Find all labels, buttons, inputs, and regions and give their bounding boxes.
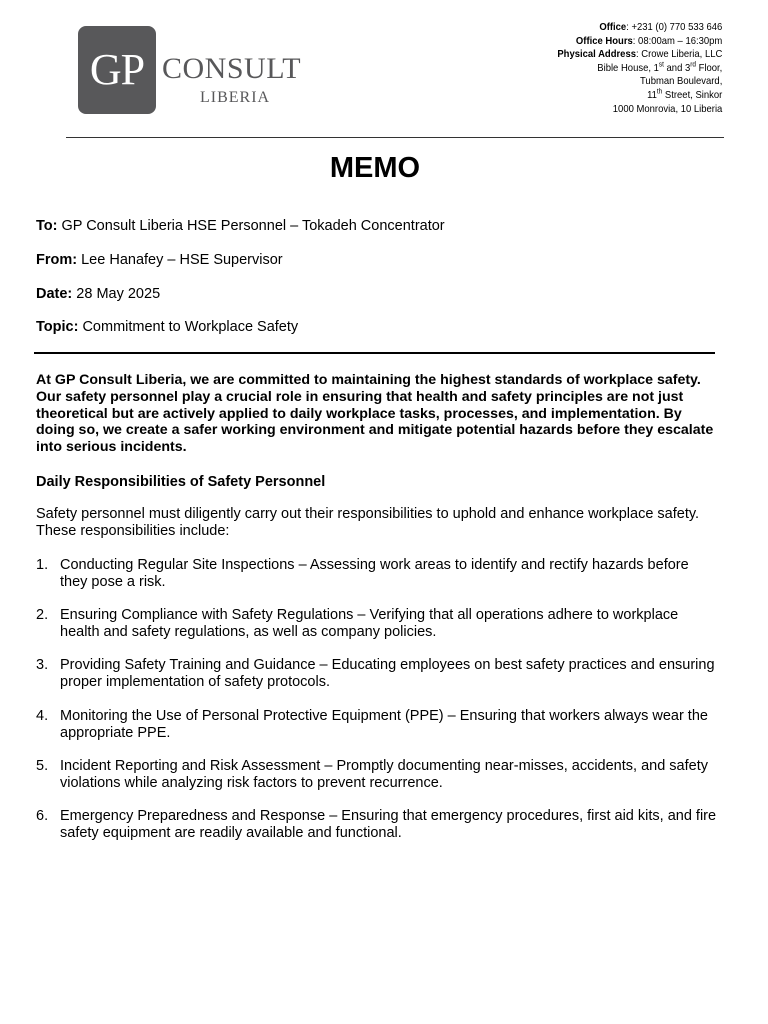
memo-date: Date: 28 May 2025 — [36, 286, 161, 302]
list-item-text: Conducting Regular Site Inspections – Assessing work areas to identify and rectify hazards before they pose a risk. — [60, 557, 689, 590]
list-item-number: 1. — [36, 557, 49, 573]
contact-office: Office: +231 (0) 770 533 646 — [599, 22, 722, 33]
memo-divider — [34, 352, 715, 354]
list-item-number: 4. — [36, 708, 49, 724]
contact-address-line3: Tubman Boulevard, — [639, 76, 722, 88]
memo-topic: Topic: Commitment to Workplace Safety — [36, 319, 299, 335]
header-divider — [66, 137, 724, 138]
list-item-number: 3. — [36, 657, 49, 673]
section-heading: Daily Responsibilities of Safety Personnel — [36, 474, 326, 490]
contact-address-line4: 11th Street, Sinkor — [646, 88, 722, 101]
logo-mark-box — [78, 26, 156, 114]
list-item-text: Incident Reporting and Risk Assessment – Promptly documenting near-misses, accidents, and safety violations while analyzing risk factors to prevent recurrence. — [60, 758, 708, 791]
section-intro-paragraph: Safety personnel must diligently carry out their responsibilities to uphold and enhance workplace safety. These responsibilities include: — [36, 506, 700, 539]
list-item-text: Providing Safety Training and Guidance – Educating employees on best safety practices and ensuring proper implementation of safety protocols. — [60, 657, 715, 690]
memo-from: From: Lee Hanafey – HSE Supervisor — [36, 252, 283, 268]
logo-mark-text: GP — [89, 45, 145, 94]
list-item-text: Ensuring Compliance with Safety Regulations – Verifying that all operations adhere to workplace health and safety regulations, as well as company policies. — [60, 607, 679, 640]
logo-wordmark: CONSULT — [162, 52, 302, 85]
contact-address-line5: 1000 Monrovia, 10 Liberia — [612, 103, 722, 115]
logo-subwordmark: LIBERIA — [200, 89, 271, 106]
list-item-number: 5. — [36, 758, 49, 774]
intro-paragraph: At GP Consult Liberia, we are committed to maintaining the highest standards of workplace safety. Our safety personnel play a crucial role in ensuring that health and safety principles are not just theoretical but are actively applied to daily workplace tasks, processes, and implementation. By doing so, we create a safer working environment and mitigate potential hazards before they escalate into serious incidents. — [36, 372, 714, 456]
list-item-text: Monitoring the Use of Personal Protective Equipment (PPE) – Ensuring that workers always wear the appropriate PPE. — [60, 708, 708, 741]
list-item-number: 6. — [36, 808, 49, 824]
contact-address: Physical Address: Crowe Liberia, LLC — [557, 49, 722, 61]
memo-to: To: GP Consult Liberia HSE Personnel – Tokadeh Concentrator — [36, 218, 445, 234]
contact-hours: Office Hours: 08:00am – 16:30pm — [575, 35, 722, 47]
contact-block — [557, 21, 722, 116]
list-item-number: 2. — [36, 607, 49, 623]
list-item-text: Emergency Preparedness and Response – Ensuring that emergency procedures, first aid kits, and fire safety equipment are readily available and functional. — [60, 808, 717, 841]
memo-title: MEMO — [329, 152, 421, 184]
company-logo — [78, 26, 308, 116]
contact-address-line2: Bible House, 1st and 3rd Floor, — [596, 61, 722, 74]
